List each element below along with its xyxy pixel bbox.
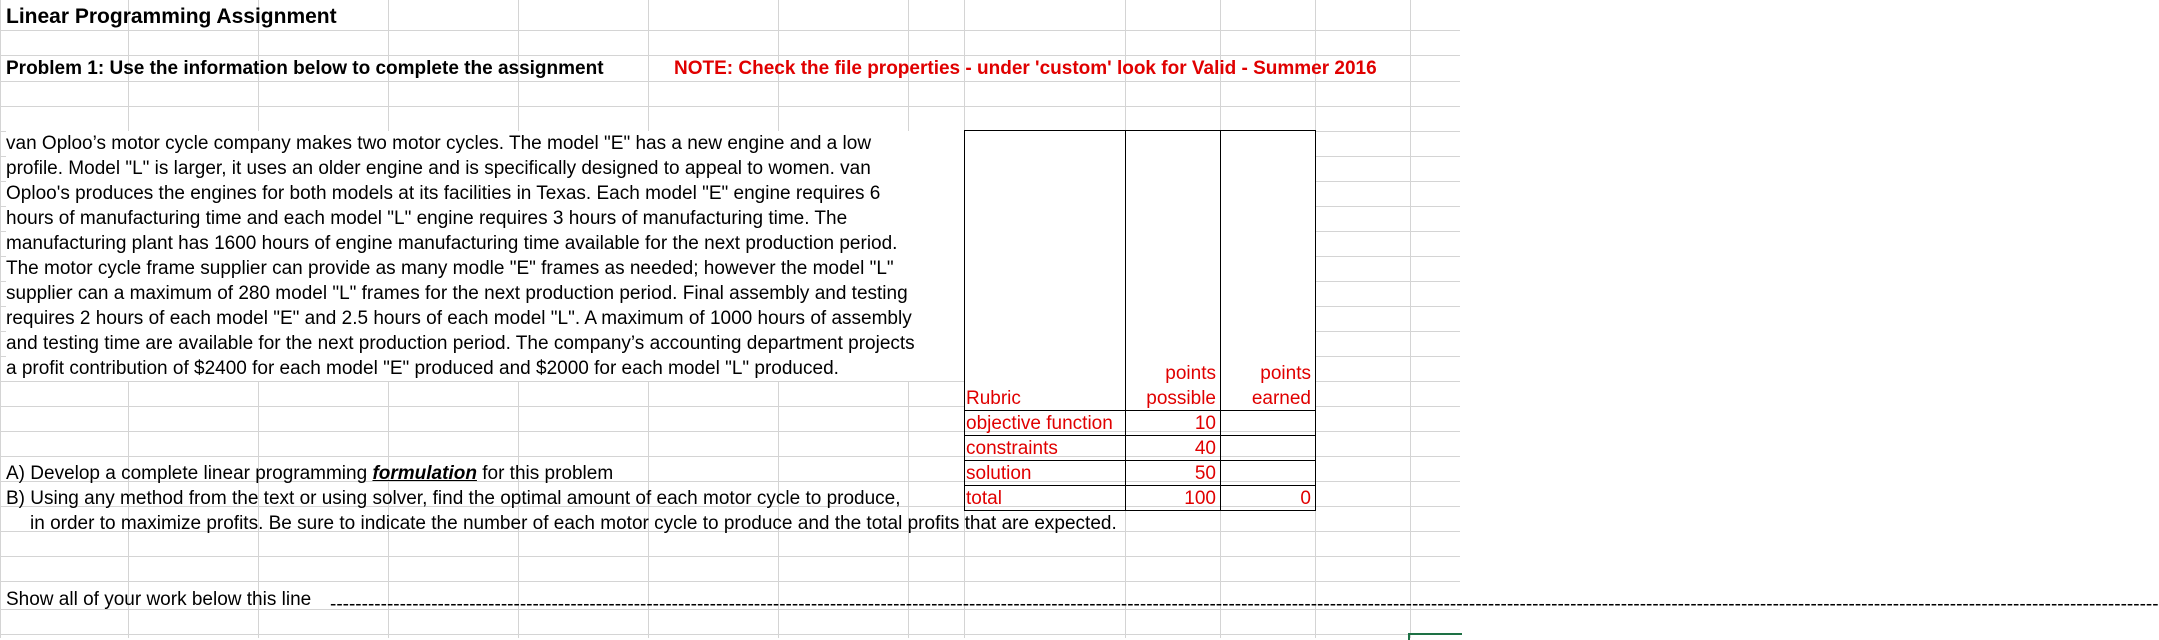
rubric-possible[interactable]: 40 [1194, 438, 1216, 459]
description-line: requires 2 hours of each model "E" and 2.5 hours of each model "L". A maximum of 1000 hours of assembly [6, 308, 912, 329]
rubric-possible[interactable]: 10 [1194, 413, 1216, 434]
description-line: manufacturing plant has 1600 hours of engine manufacturing time available for the next production period. [6, 233, 898, 254]
task-b-line-2[interactable]: in order to maximize profits. Be sure to indicate the number of each motor cycle to produce and the total profits that are expected. [30, 513, 1117, 534]
rubric-possible[interactable]: 50 [1194, 463, 1216, 484]
description-line: hours of manufacturing time and each model "L" engine requires 3 hours of manufacturing time. The [6, 208, 848, 229]
description-line: van Oploo’s motor cycle company makes two motor cycles. The model "E" has a new engine and a low [6, 133, 872, 154]
points-possible-header-1[interactable]: points [1165, 363, 1216, 384]
rubric-label[interactable]: Rubric [966, 388, 1021, 409]
rubric-possible-total[interactable]: 100 [1184, 488, 1216, 509]
description-line: supplier can a maximum of 280 model "L" frames for the next production period. Final assembly and testing [6, 283, 908, 304]
description-line: The motor cycle frame supplier can provide as many modle "E" frames as needed; however the model "L" [6, 258, 894, 279]
rubric-earned[interactable] [1221, 461, 1311, 486]
task-a-emphasis: formulation [372, 463, 477, 484]
points-possible-header-2[interactable]: possible [1146, 388, 1216, 409]
description-line: and testing time are available for the next production period. The company’s accounting department projects [6, 333, 915, 354]
task-a-prefix: A) Develop a complete linear programming [6, 463, 373, 484]
problem-description[interactable] [6, 131, 964, 381]
rubric-label-column [964, 130, 1126, 411]
task-a[interactable] [6, 461, 613, 486]
task-b-line-1[interactable]: B) Using any method from the text or using solver, find the optimal amount of each motor cycle to produce, [6, 488, 901, 509]
rubric-earned[interactable] [1221, 411, 1311, 436]
rubric-item[interactable]: objective function [966, 413, 1113, 434]
description-line: Oploo's produces the engines for both models at its facilities in Texas. Each model "E" engine requires 6 [6, 183, 881, 204]
rubric-item[interactable]: solution [966, 463, 1032, 484]
rubric-item[interactable]: constraints [966, 438, 1058, 459]
active-cell-indicator[interactable] [1408, 633, 1462, 640]
rubric-earned[interactable] [1221, 436, 1311, 461]
rubric-earned-total[interactable]: 0 [1300, 488, 1311, 509]
task-a-suffix: for this problem [476, 463, 614, 484]
show-work-label[interactable]: Show all of your work below this line [6, 589, 312, 610]
rubric-item-total[interactable]: total [966, 488, 1002, 509]
points-earned-header-2[interactable]: earned [1251, 388, 1311, 409]
separator-dashes: ------------------------------------------------------------------------------------------------------------------------------------------------------------------------------------------------------------------------------------------------------------------------------------------------- [330, 594, 2159, 615]
description-line: a profit contribution of $2400 for each model "E" produced and $2000 for each model "L" produced. [6, 358, 839, 379]
points-earned-header-1[interactable]: points [1260, 363, 1311, 384]
sheet-title[interactable]: Linear Programming Assignment [6, 5, 337, 28]
note-text[interactable]: NOTE: Check the file properties - under 'custom' look for Valid - Summer 2016 [674, 58, 1377, 79]
description-line: profile. Model "L" is larger, it uses an older engine and is specifically designed to appeal to women. van [6, 158, 871, 179]
problem-label[interactable]: Problem 1: Use the information below to complete the assignment [6, 58, 604, 79]
